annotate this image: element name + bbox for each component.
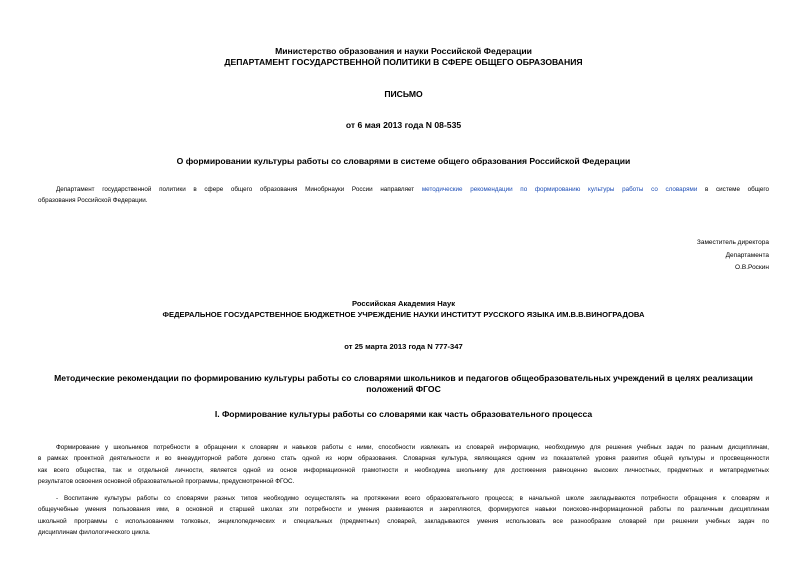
signature-block (697, 237, 769, 275)
signature-position: Заместитель директора (696, 239, 769, 246)
recommendations-title-line2: положений ФГОС (366, 384, 441, 394)
letter1-body-line2: образования Российской Федерации. (38, 197, 148, 205)
document-type: ПИСЬМО (384, 89, 423, 99)
letter1-subject: О формировании культуры работы со словарями в системе общего образования Российской Федерации (176, 156, 631, 166)
section-heading: I. Формирование культуры работы со словарями как часть образовательного процесса (214, 409, 593, 419)
signature-name: О.В.Роскин (735, 264, 769, 271)
paragraph-2-line: школьной программы с использованием толковых, энциклопедических и специальных (предметных) словарей, закладываются умения использовать все разнообразие словарей при решении учебных задач по (38, 517, 769, 525)
letter2-date-number: от 25 марта 2013 года N 777-347 (344, 342, 463, 351)
paragraph-2-line: дисциплинам филологического цикла. (38, 529, 151, 537)
recommendations-link[interactable]: методические рекомендации по формированию культуры работы со словарями (421, 186, 698, 193)
ministry-name: Министерство образования и науки Российской Федерации (275, 46, 532, 56)
letter1-body (38, 184, 769, 207)
paragraph-1-line: в рамках проектной деятельности и во внеаудиторной работе должно стать одной из норм образования. Словарная культура, являющаяся одним из показателей уровня развития общей культуры и просвещенности (38, 455, 769, 463)
paragraph-1-line: Формирование у школьников потребности в обращении к словарям и навыков работы с ними, способности извлекать из словарей информацию, необходимую для решения учебных задач по разным дисциплинам, (56, 444, 769, 451)
paragraph-1-line: как всего общества, так и отдельной личности, является одной из основ информационной грамотности и необходима школьнику для достижения равноценно высоких личностных, предметных и метапредметных (38, 466, 769, 474)
department-name: ДЕПАРТАМЕНТ ГОСУДАРСТВЕННОЙ ПОЛИТИКИ В СФЕРЕ ОБЩЕГО ОБРАЗОВАНИЯ (224, 57, 583, 67)
paragraph-2 (38, 493, 769, 539)
institution-name: ФЕДЕРАЛЬНОЕ ГОСУДАРСТВЕННОЕ БЮДЖЕТНОЕ УЧРЕЖДЕНИЕ НАУКИ ИНСТИТУТ РУССКОГО ЯЗЫКА ИМ.В.В.ВИНОГРАДОВА (162, 310, 645, 319)
paragraph-2-line: общеучебные умения пользования ими, в основной и старшей школах эти потребности и умения развиваются и закрепляются, формируются навыки поисково-информационной работы по различным дисциплинам (38, 506, 769, 514)
letter1-body-line1 (38, 184, 769, 195)
recommendations-title-line1: Методические рекомендации по формированию культуры работы со словарями школьников и педагогов общеобразовательных учреждений в целях реализации (54, 373, 753, 383)
paragraph-2-line: - Воспитание культуры работы со словарями разных типов необходимо осуществлять на протяжении всего образовательного процесса; в начальной школе закладываются потребности обращения к словарям и (56, 495, 769, 502)
body-text-after-link: в системе общего (705, 186, 769, 193)
letter1-date-number: от 6 мая 2013 года N 08-535 (345, 120, 462, 130)
academy-name: Российская Академия Наук (352, 299, 455, 308)
paragraph-1 (38, 442, 769, 488)
paragraph-1-line: результатов освоения основной образовательной программы, предусмотренной ФГОС. (38, 478, 295, 486)
body-text-before-link: Департамент государственной политики в сфере общего образования Минобрнауки России направляет (56, 186, 415, 193)
signature-department: Департамента (725, 251, 769, 259)
